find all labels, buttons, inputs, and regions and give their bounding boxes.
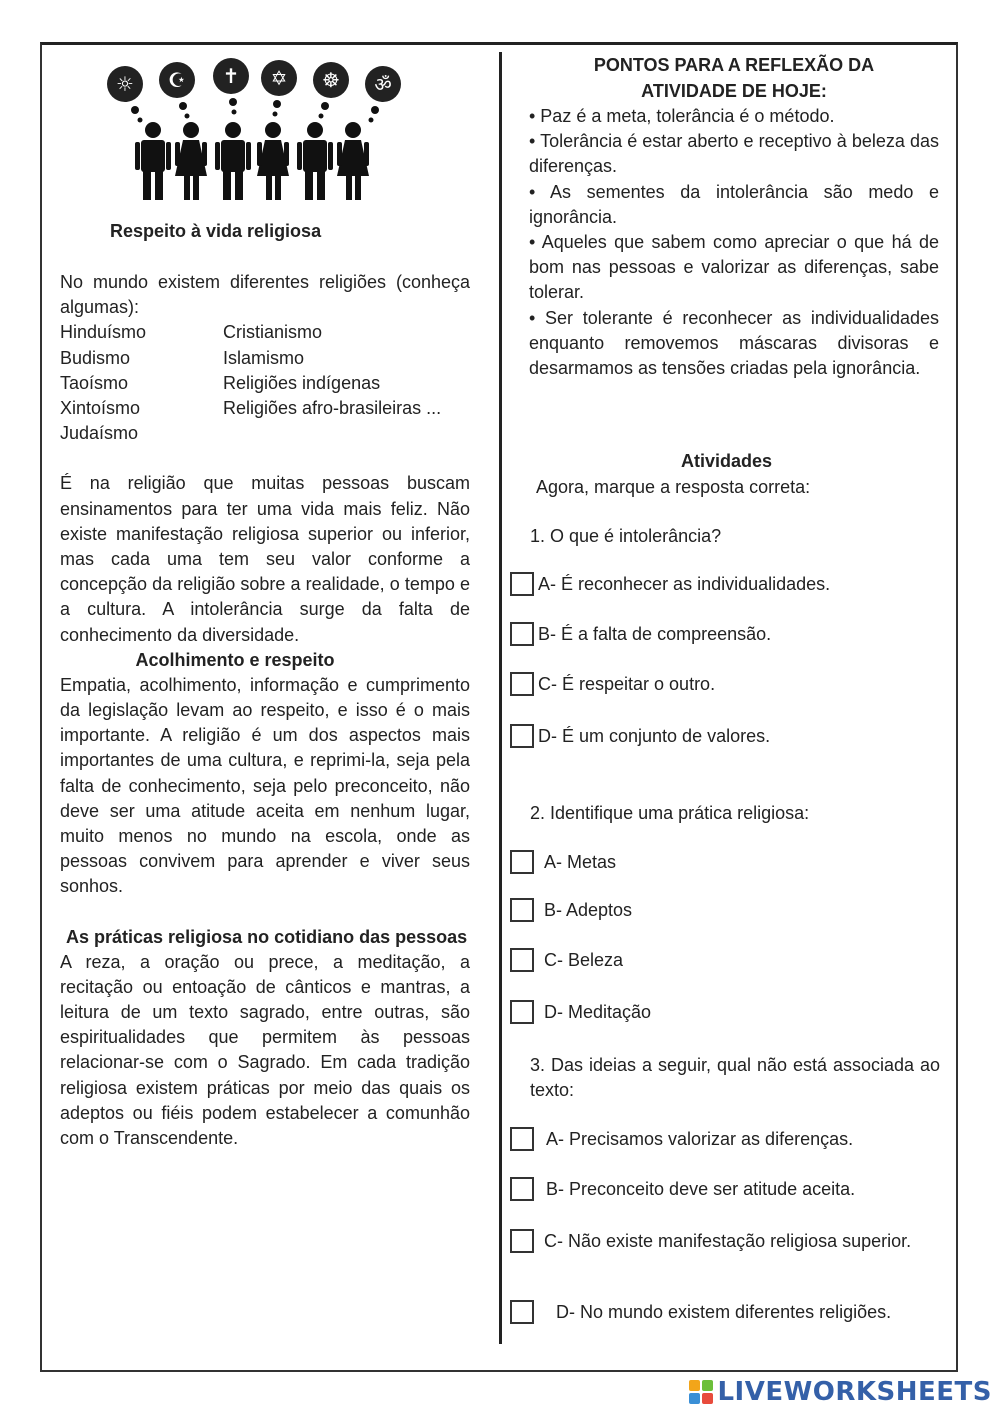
q1-option-a[interactable] xyxy=(510,572,830,597)
q3-option-d[interactable] xyxy=(510,1300,891,1325)
checkbox[interactable] xyxy=(510,850,534,874)
svg-text:ॐ: ॐ xyxy=(374,74,392,96)
paragraph-welcome-respect: Empatia, acolhimento, informação e cumprimento da legislação levam ao respeito, e isso é o mais importante. A religião é um dos aspectos mais importantes de uma cultura, e reprimi-la, seja pela falta de conhecimento, seja pelo preconceito, não deve ser uma atitude aceita em nenhum lugar, muito menos no mundo na escola, onde as pessoas convivem para aprender e viver seus sonhos. xyxy=(60,674,470,897)
checkbox[interactable] xyxy=(510,672,534,696)
svg-text:✝: ✝ xyxy=(222,64,240,88)
option-label: C- Não existe manifestação religiosa superior. xyxy=(544,1231,912,1251)
q1-option-c[interactable] xyxy=(510,672,715,697)
checkbox[interactable] xyxy=(510,724,534,748)
svg-text:☪: ☪ xyxy=(168,68,186,92)
religion-item xyxy=(223,421,470,446)
option-label: C- É respeitar o outro. xyxy=(538,674,716,694)
heading-daily-practices: As práticas religiosa no cotidiano das pessoas xyxy=(66,926,468,947)
heading-welcome-respect: Acolhimento e respeito xyxy=(135,649,335,670)
section-title-religious-respect: Respeito à vida religiosa xyxy=(110,221,322,241)
option-label: A- Metas xyxy=(544,852,617,872)
religion-item: Budismo xyxy=(60,347,131,368)
q2-option-d[interactable] xyxy=(510,1000,651,1025)
option-label: C- Beleza xyxy=(544,950,624,970)
brand-text: LIVEWORKSHEETS xyxy=(717,1377,992,1407)
q2-option-a[interactable] xyxy=(510,850,616,875)
paragraph-daily-practices: A reza, a oração ou prece, a meditação, a recitação ou entoação de cânticos e mantras, a leitura de um texto sagrado, entre outras, são espiritualidades que permitem às pessoas relacionar-se com o Sagrado. Em cada tradição religiosa existem práticas por meio das quais os adeptos ou fiéis podem estabelecer a comunhão com o Transcendente. xyxy=(60,951,470,1149)
liveworksheets-icon xyxy=(689,1380,713,1404)
checkbox[interactable] xyxy=(510,1000,534,1024)
sun-symbol-icon xyxy=(107,66,143,123)
option-label: B- Preconceito deve ser atitude aceita. xyxy=(546,1179,856,1199)
question-2: 2. Identifique uma prática religiosa: xyxy=(530,803,810,823)
q1-option-b[interactable] xyxy=(510,622,771,647)
svg-text:☼: ☼ xyxy=(116,72,134,96)
bullet-item: • Aqueles que sabem como apreciar o que há de bom nas pessoas e valorizar as diferenças, sabe tolerar. xyxy=(529,232,939,303)
religion-item: Taoísmo xyxy=(60,372,129,393)
checkbox[interactable] xyxy=(510,898,534,922)
option-label: D- No mundo existem diferentes religiões. xyxy=(556,1302,892,1322)
checkbox[interactable] xyxy=(510,1127,534,1151)
option-label: B- Adeptos xyxy=(544,900,633,920)
option-label: B- É a falta de compreensão. xyxy=(538,624,772,644)
religion-item: Islamismo xyxy=(223,347,305,368)
bullet-item: • As sementes da intolerância são medo e ignorância. xyxy=(529,181,939,227)
checkbox[interactable] xyxy=(510,1300,534,1324)
religion-item: Judaísmo xyxy=(60,423,139,444)
reflection-title-line1: PONTOS PARA A REFLEXÃO DA xyxy=(593,55,875,75)
column-divider xyxy=(499,52,502,1344)
bullet-item: • Tolerância é estar aberto e receptivo à beleza das diferenças. xyxy=(529,131,939,177)
checkbox[interactable] xyxy=(510,1229,534,1253)
people-silhouettes-icon xyxy=(135,122,369,200)
option-label: D- É um conjunto de valores. xyxy=(538,726,771,746)
bullet-item: • Paz é a meta, tolerância é o método. xyxy=(529,106,835,126)
star-of-david-icon xyxy=(261,60,297,117)
q2-option-c[interactable] xyxy=(510,948,623,973)
q3-option-b[interactable] xyxy=(510,1177,855,1202)
religions-list xyxy=(60,320,470,446)
activities-title: Atividades xyxy=(680,451,773,471)
svg-text:✡: ✡ xyxy=(270,66,288,90)
checkbox[interactable] xyxy=(510,948,534,972)
q3-option-c[interactable] xyxy=(510,1229,934,1254)
bullet-item: • Ser tolerante é reconhecer as individualidades enquanto removemos máscaras divisoras e desarmamos as tensões criadas pela ignorância. xyxy=(529,307,939,379)
reflection-title-line2: ATIVIDADE DE HOJE: xyxy=(641,81,827,101)
religions-illustration xyxy=(95,58,410,203)
option-label: A- É reconhecer as individualidades. xyxy=(538,574,831,594)
religion-item: Hinduísmo xyxy=(60,322,147,343)
checkbox[interactable] xyxy=(510,1177,534,1201)
religion-item: Religiões afro-brasileiras ... xyxy=(223,398,442,419)
option-label: A- Precisamos valorizar as diferenças. xyxy=(546,1129,854,1149)
paragraph-religion: É na religião que muitas pessoas buscam ensinamentos para ter uma vida mais feliz. Não existe manifestação religiosa superior ou inferior, mas cada uma tem seu valor conforme a concepção da religião sobre a realidade, o tempo e a cultura. A intolerância surge da falta de conhecimento da diversidade. xyxy=(60,473,470,645)
religion-item: Cristianismo xyxy=(223,322,323,343)
checkbox[interactable] xyxy=(510,622,534,646)
checkbox[interactable] xyxy=(510,572,534,596)
liveworksheets-logo xyxy=(689,1377,992,1407)
option-label: D- Meditação xyxy=(544,1002,652,1022)
dharma-wheel-icon xyxy=(313,62,349,119)
cross-icon xyxy=(213,58,249,115)
reflection-title xyxy=(529,52,939,104)
q1-option-d[interactable] xyxy=(510,724,770,749)
reflection-bullets xyxy=(529,104,939,381)
question-1: 1. O que é intolerância? xyxy=(530,526,722,546)
religion-item: Xintoísmo xyxy=(60,398,141,419)
q2-option-b[interactable] xyxy=(510,898,632,923)
activities-intro: Agora, marque a resposta correta: xyxy=(536,477,811,497)
om-icon xyxy=(365,66,401,123)
q3-option-a[interactable] xyxy=(510,1127,853,1152)
svg-text:☸: ☸ xyxy=(322,68,340,92)
religion-item: Religiões indígenas xyxy=(223,372,381,393)
crescent-star-icon xyxy=(159,62,195,119)
question-3: 3. Das ideias a seguir, qual não está associada ao texto: xyxy=(530,1055,940,1100)
intro-text: No mundo existem diferentes religiões (conheça algumas): xyxy=(60,272,470,318)
